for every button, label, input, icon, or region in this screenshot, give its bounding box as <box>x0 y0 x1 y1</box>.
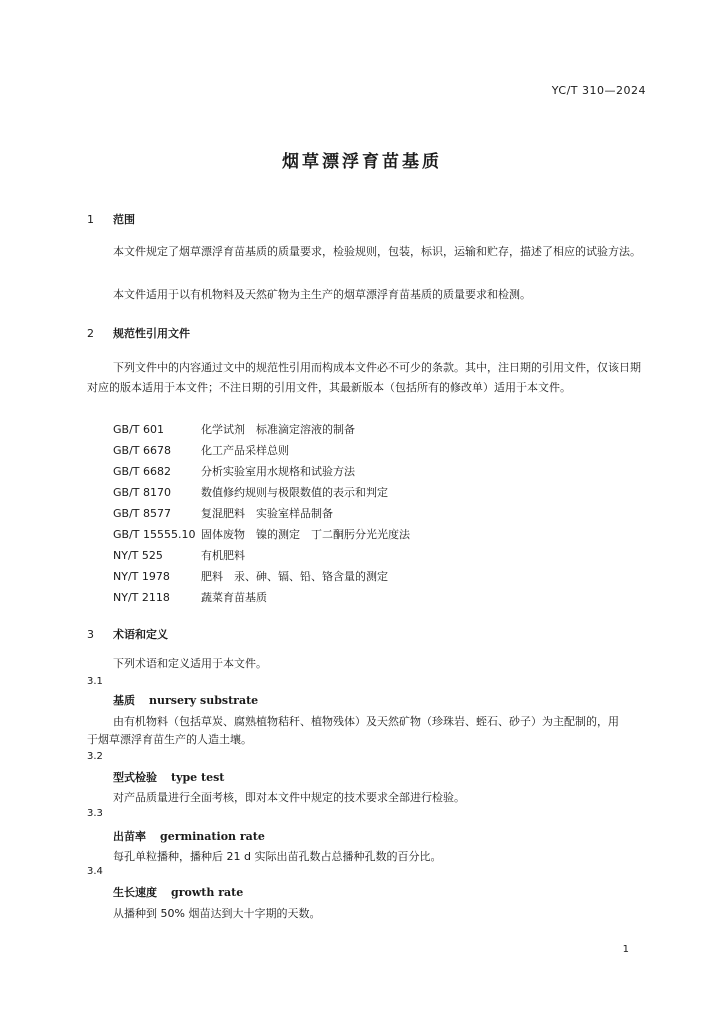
term-chinese: 出苗率 <box>113 830 146 843</box>
reference-code: GB/T 6678 <box>113 444 171 457</box>
section-2-heading <box>87 325 190 341</box>
reference-title: 肥料 汞、砷、镉、铅、铬含量的测定 <box>201 570 388 583</box>
reference-item <box>113 442 289 458</box>
reference-title: 蔬菜育苗基质 <box>201 591 267 604</box>
reference-title: 固体废物 镍的测定 丁二酮肟分光光度法 <box>201 528 410 541</box>
section-title: 术语和定义 <box>113 628 168 641</box>
term-number: 3.4 <box>87 866 103 877</box>
section-3-heading <box>87 626 168 642</box>
term-heading <box>113 828 265 844</box>
reference-item <box>113 484 388 500</box>
term-number: 3.2 <box>87 751 103 762</box>
term-number: 3.1 <box>87 676 103 687</box>
scope-paragraph-2: 本文件适用于以有机物料及天然矿物为主生产的烟草漂浮育苗基质的质量要求和检测。 <box>113 288 531 301</box>
reference-code: GB/T 601 <box>113 423 164 436</box>
reference-code: NY/T 2118 <box>113 591 170 604</box>
term-chinese: 型式检验 <box>113 771 157 784</box>
reference-title: 分析实验室用水规格和试验方法 <box>201 465 355 478</box>
term-english: type test <box>171 771 225 784</box>
section-1-heading <box>87 211 135 227</box>
term-definition-line: 由有机物料（包括草炭、腐熟植物秸秆、植物残体）及天然矿物（珍珠岩、蛭石、砂子）为主配制的，用 <box>113 715 619 728</box>
term-english: nursery substrate <box>149 694 259 707</box>
section-number: 1 <box>87 213 94 226</box>
section-title: 规范性引用文件 <box>113 327 190 340</box>
term-definition-line: 对产品质量进行全面考核，即对本文件中规定的技术要求全部进行检验。 <box>113 791 465 804</box>
reference-code: GB/T 8170 <box>113 486 171 499</box>
reference-title: 数值修约规则与极限数值的表示和判定 <box>201 486 388 499</box>
reference-item <box>113 505 333 521</box>
terms-intro: 下列术语和定义适用于本文件。 <box>113 657 267 670</box>
reference-title: 复混肥料 实验室样品制备 <box>201 507 333 520</box>
term-definition-line: 于烟草漂浮育苗生产的人造土壤。 <box>87 733 252 746</box>
term-chinese: 生长速度 <box>113 886 157 899</box>
term-definition-line: 每孔单粒播种，播种后 21 d 实际出苗孔数占总播种孔数的百分比。 <box>113 850 442 863</box>
reference-item <box>113 589 267 605</box>
term-definition-line: 从播种到 50% 烟苗达到大十字期的天数。 <box>113 907 321 920</box>
term-english: germination rate <box>160 830 265 843</box>
reference-item <box>113 526 410 542</box>
reference-title: 有机肥料 <box>201 549 245 562</box>
section-number: 3 <box>87 628 94 641</box>
reference-code: NY/T 1978 <box>113 570 170 583</box>
term-heading <box>113 692 258 708</box>
reference-item <box>113 547 245 563</box>
scope-paragraph-1: 本文件规定了烟草漂浮育苗基质的质量要求，检验规则，包装，标识，运输和贮存，描述了相应的试验方法。 <box>113 245 641 258</box>
term-heading <box>113 884 243 900</box>
document-code: YC/T 310—2024 <box>551 84 646 97</box>
section-number: 2 <box>87 327 94 340</box>
reference-code: NY/T 525 <box>113 549 163 562</box>
section-title: 范围 <box>113 213 135 226</box>
document-title: 烟草漂浮育苗基质 <box>282 152 442 172</box>
reference-item <box>113 568 388 584</box>
term-heading <box>113 769 224 785</box>
term-number: 3.3 <box>87 808 103 819</box>
term-english: growth rate <box>171 886 244 899</box>
reference-item <box>113 421 355 437</box>
reference-title: 化工产品采样总则 <box>201 444 289 457</box>
references-intro: 下列文件中的内容通过文中的规范性引用而构成本文件必不可少的条款。其中，注日期的引用文件，仅该日期对应的版本适用于本文件；不注日期的引用文件，其最新版本（包括所有的修改单）适用于本文件。 <box>87 361 641 394</box>
reference-code: GB/T 6682 <box>113 465 171 478</box>
reference-item <box>113 463 355 479</box>
term-chinese: 基质 <box>113 694 135 707</box>
reference-code: GB/T 15555.10 <box>113 528 196 541</box>
reference-code: GB/T 8577 <box>113 507 171 520</box>
page-number: 1 <box>622 944 629 955</box>
reference-title: 化学试剂 标准滴定溶液的制备 <box>201 423 355 436</box>
